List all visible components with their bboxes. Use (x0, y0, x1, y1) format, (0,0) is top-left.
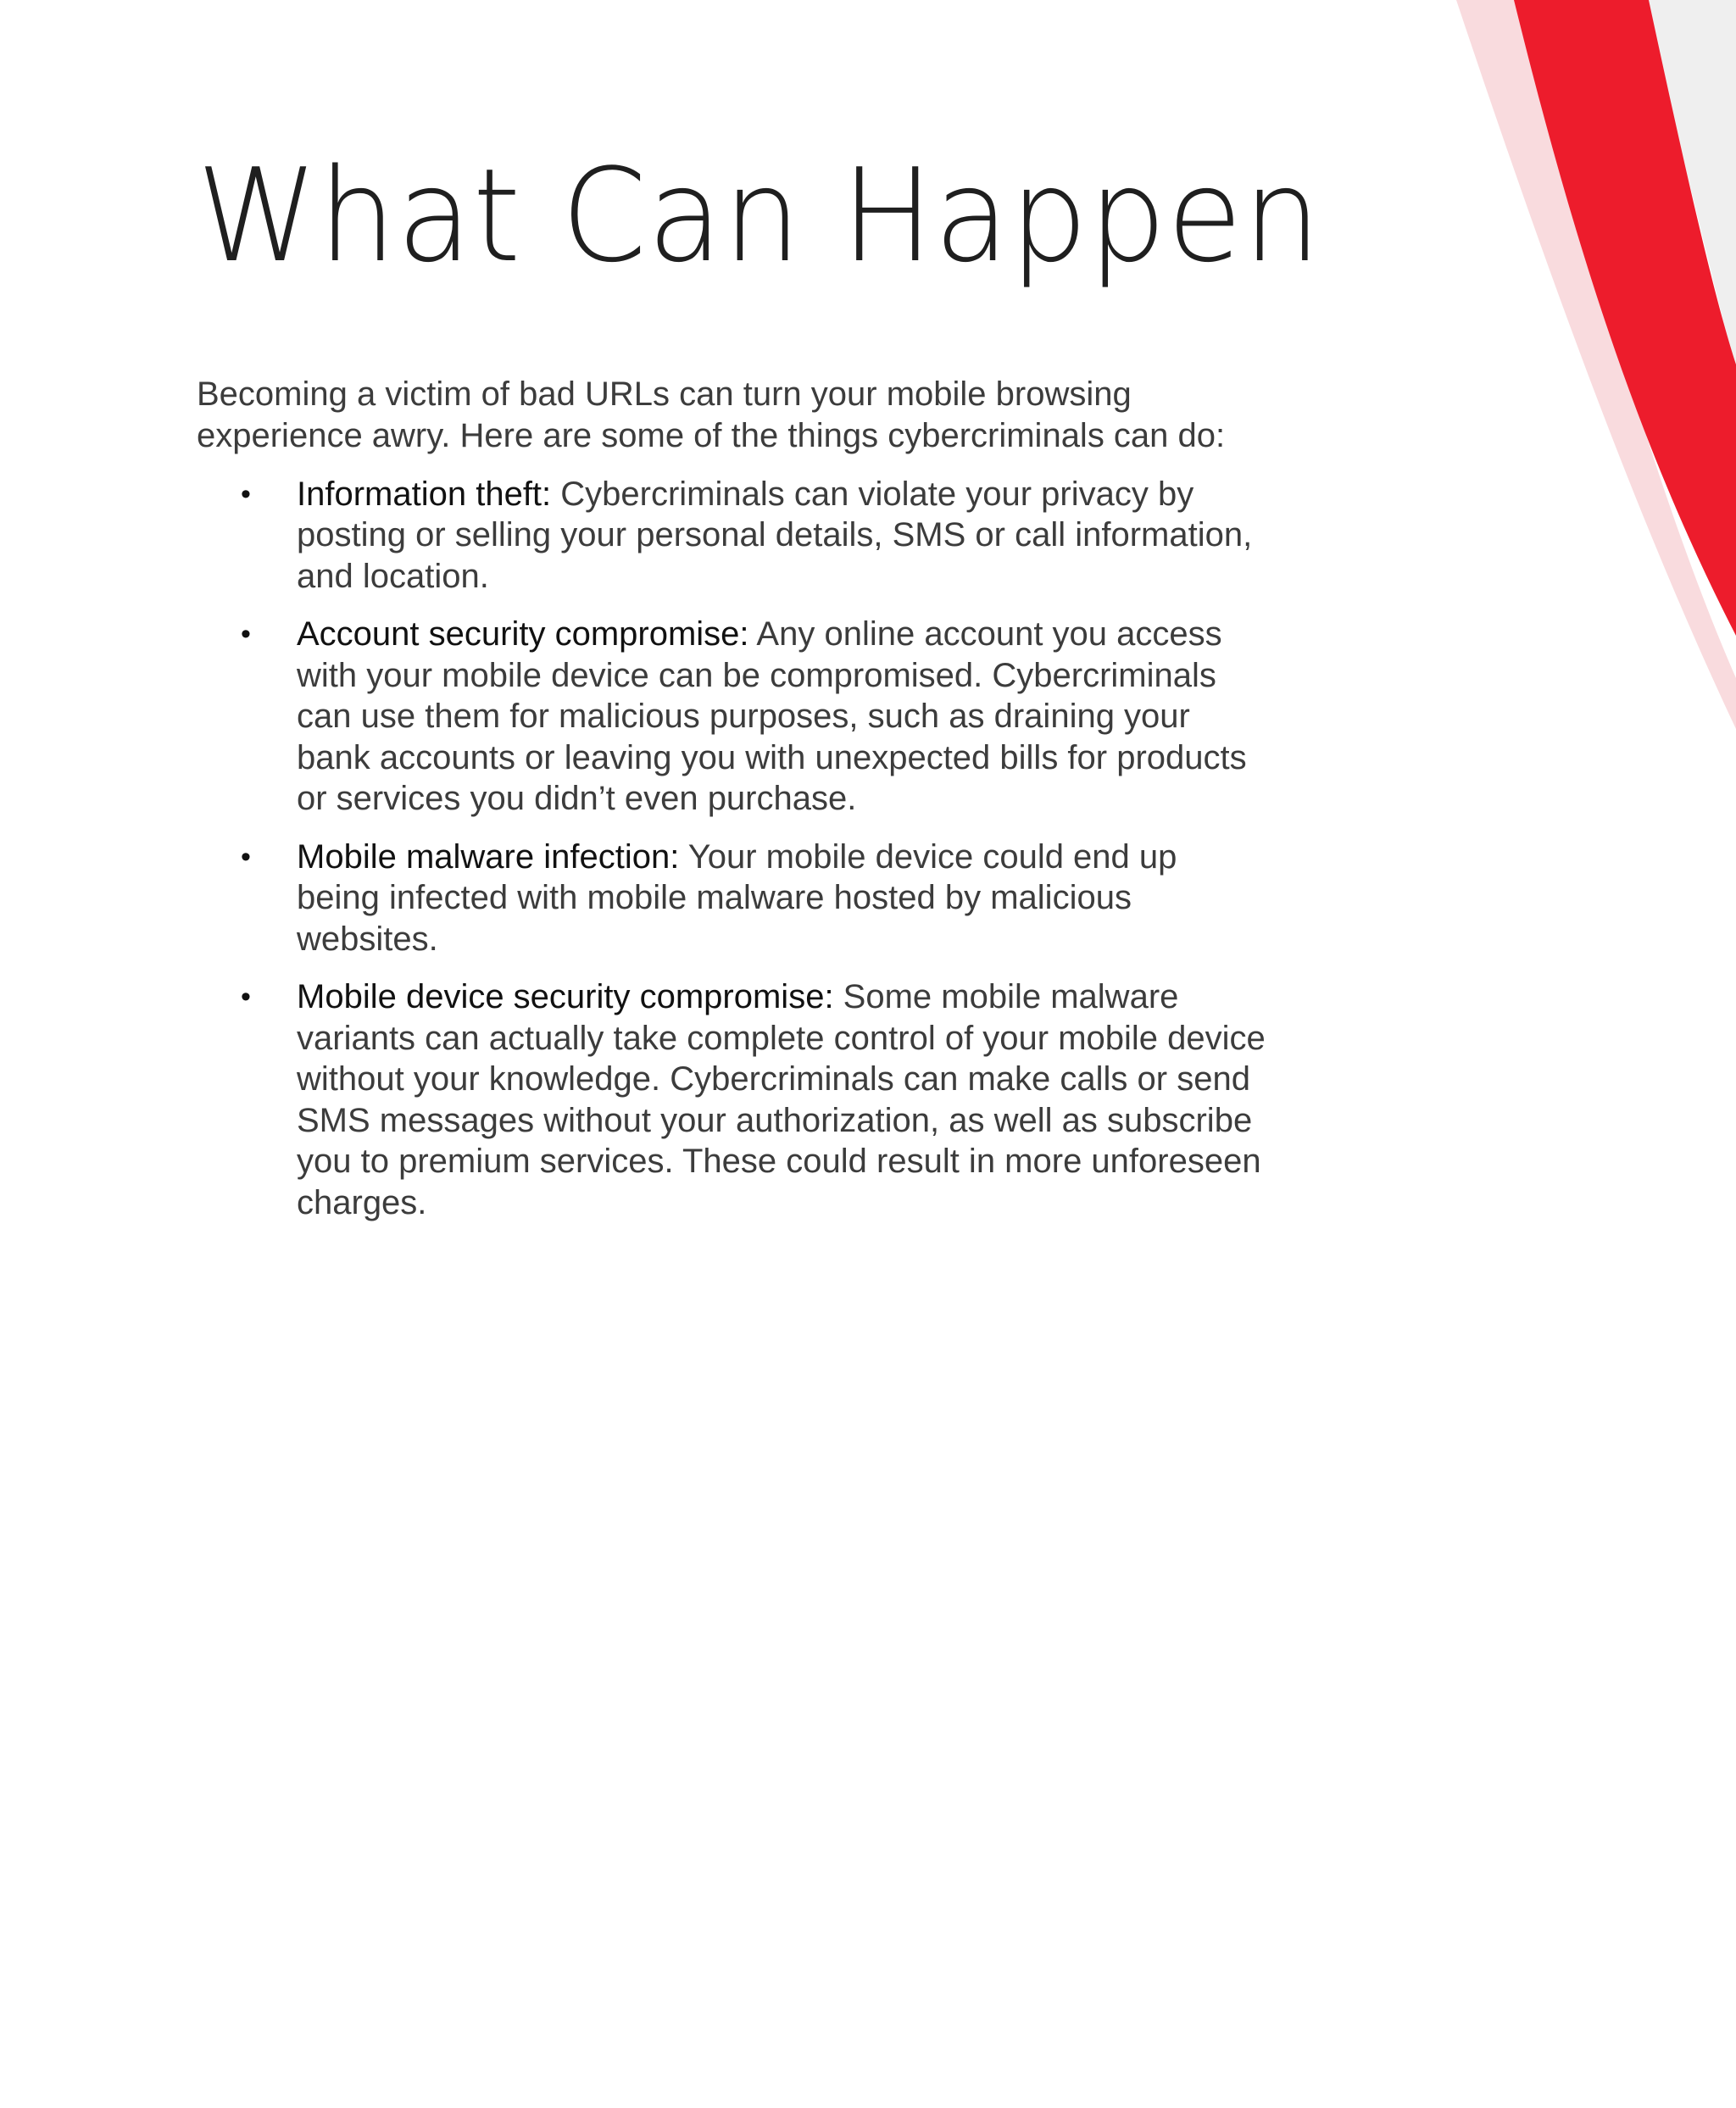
bullet-icon: • (241, 840, 251, 873)
corner-red-swoosh (1514, 0, 1736, 636)
corner-gray-panel (1644, 0, 1736, 373)
bullet-icon: • (241, 477, 251, 510)
bullet-text: Some mobile malware variants can actually take complete control of your mobile device without your knowledge. Cybercriminals can make calls or send SMS messages without your authorization, as well as subscribe you to premium services. These could result in more unforeseen charges. (297, 978, 1266, 1221)
bullet-text: Your mobile device could end up being infected with mobile malware hosted by malicious websites. (297, 837, 1177, 958)
list-item-account-security-compromise (197, 614, 1267, 820)
page-content (197, 141, 1322, 1240)
bullet-icon: • (241, 981, 251, 1014)
bullet-term: Account security compromise: (297, 615, 749, 654)
bullet-term: Mobile device security compromise: (297, 978, 834, 1016)
bullet-term: Information theft: (297, 475, 552, 513)
page-title: What Can Happen (197, 141, 1322, 291)
bullet-text: Any online account you access with your mobile device can be compromised. Cybercriminals can use them for malicious purposes, such as draining your bank accounts or leaving you with unexpected bills for products or services you didn’t even purchase. (297, 615, 1247, 818)
corner-pink-swoosh (1456, 0, 1736, 729)
bullet-icon: • (241, 618, 251, 651)
threat-list (197, 474, 1299, 1224)
intro-paragraph: Becoming a victim of bad URLs can turn your mobile browsing experience awry. Here are some of the things cybercriminals can do: (197, 375, 1226, 454)
bullet-term: Mobile malware infection: (297, 837, 680, 876)
list-item-mobile-device-security-compromise (197, 976, 1267, 1223)
list-item-mobile-malware-infection (197, 837, 1267, 960)
bullet-text: Cybercriminals can violate your privacy by posting or selling your personal details, SMS or call information, and location. (297, 475, 1253, 595)
list-item-information-theft (197, 474, 1267, 598)
